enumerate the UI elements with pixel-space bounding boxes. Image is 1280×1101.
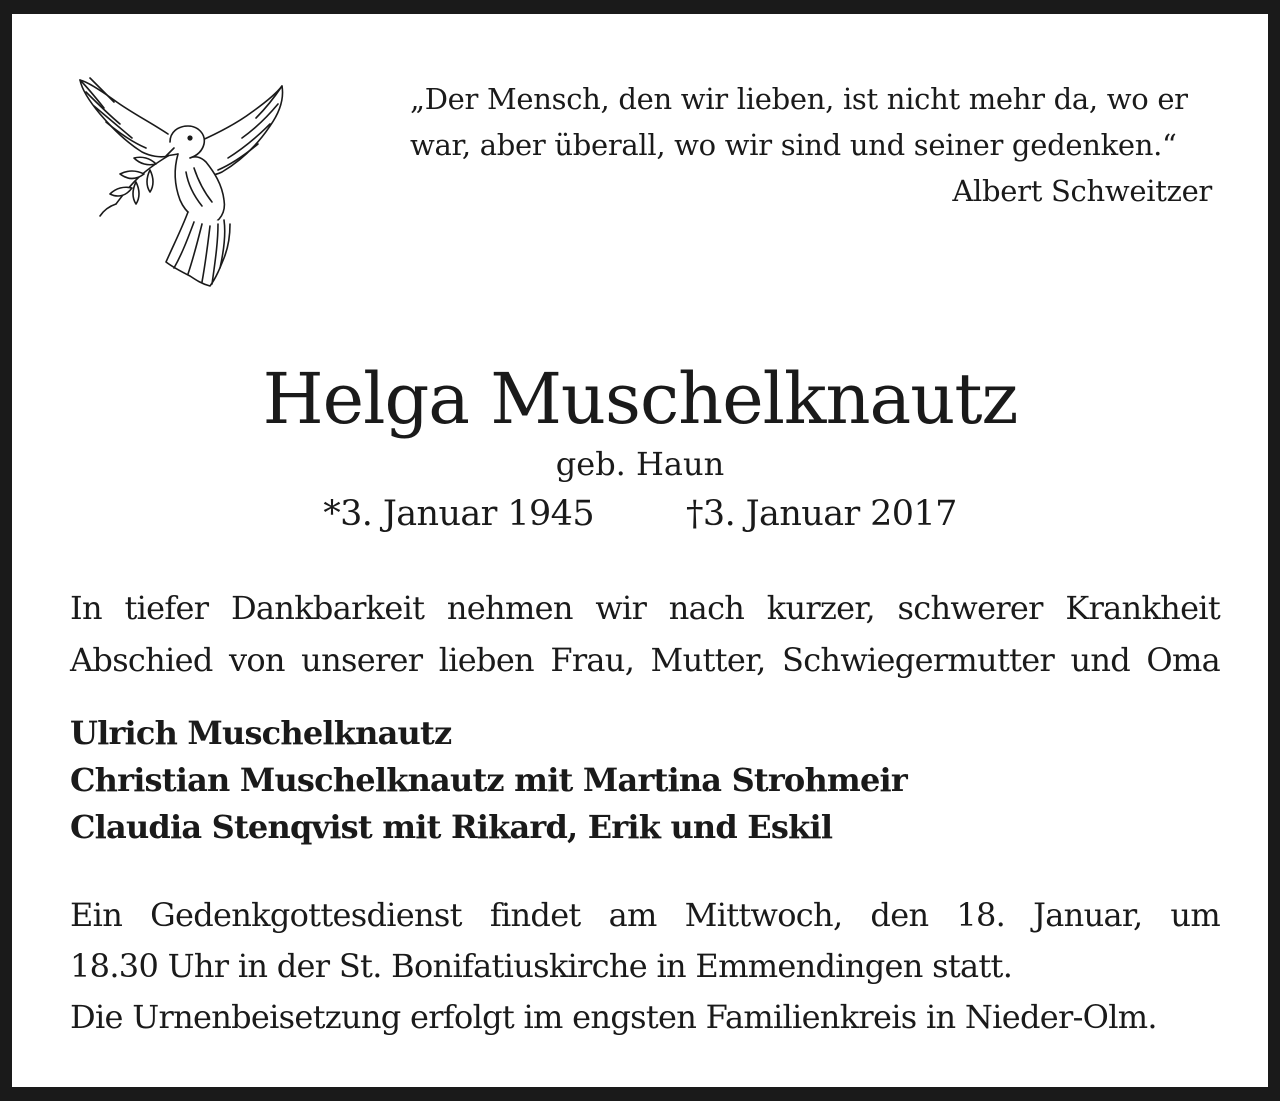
service-line-3: Die Urnenbeisetzung erfolgt im engsten Familienkreis in Nieder-Olm. <box>70 998 1157 1036</box>
mourner-entry: Christian Muschelknautz mit Martina Strohmeir <box>70 761 907 799</box>
service-line-1: Ein Gedenkgottesdienst findet am Mittwoch, den 18. Januar, um <box>70 896 1220 934</box>
announcement-line-1: In tiefer Dankbarkeit nehmen wir nach kurzer, schwerer Krankheit <box>70 589 1220 627</box>
quote-line-2: war, aber überall, wo wir sind und seiner gedenken.“ <box>410 128 1177 162</box>
mourner-entry: Ulrich Muschelknautz <box>70 714 452 752</box>
mourner-entry: Claudia Stenqvist mit Rikard, Erik und Eskil <box>70 808 833 846</box>
deceased-name: Helga Muschelknautz <box>262 358 1018 440</box>
birth-date: *3. Januar 1945 <box>323 494 594 534</box>
maiden-name: geb. Haun <box>555 445 725 483</box>
life-dates <box>12 492 1268 536</box>
mourners-list <box>70 710 907 851</box>
dove-with-olive-branch-icon <box>70 72 292 298</box>
death-date: †3. Januar 2017 <box>686 494 957 534</box>
memorial-quote <box>410 76 1210 168</box>
announcement-text <box>70 582 1220 686</box>
quote-author: Albert Schweitzer <box>952 174 1212 208</box>
announcement-line-2: Abschied von unserer lieben Frau, Mutter, Schwiegermutter und Oma <box>70 641 1220 679</box>
service-info <box>70 890 1220 1043</box>
quote-line-1: „Der Mensch, den wir lieben, ist nicht mehr da, wo er <box>410 82 1188 116</box>
obituary-notice <box>12 14 1268 1087</box>
service-line-2: 18.30 Uhr in der St. Bonifatiuskirche in Emmendingen statt. <box>70 947 1013 985</box>
